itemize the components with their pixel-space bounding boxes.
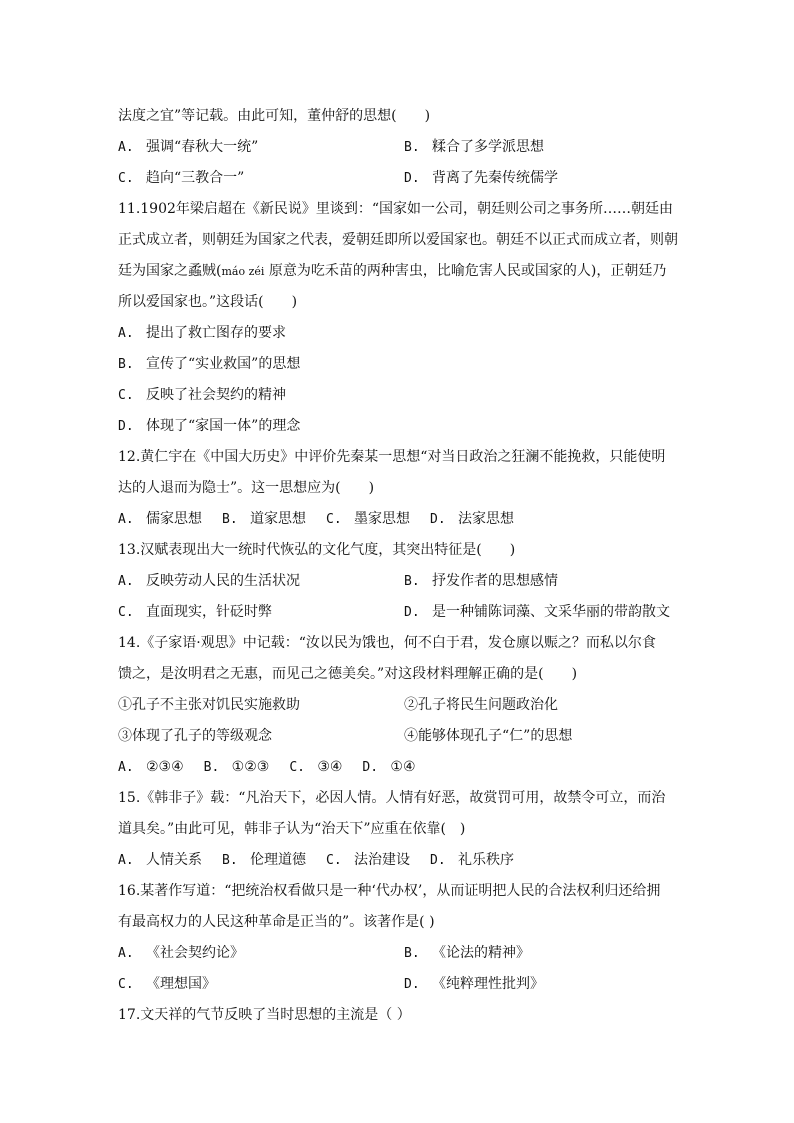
q13-option-a[interactable]: A. 反映劳动人民的生活状况 [118, 573, 300, 589]
q14-stem-line1: 14.《子家语·观思》中记载：“汝以民为饿也，何不白于君，发仓廪以赈之？而私以尔食 [118, 635, 656, 651]
q14-option-d[interactable]: D. ①④ [362, 759, 416, 775]
q16-option-a[interactable]: A. 《社会契约论》 [118, 945, 244, 961]
q11-option-d[interactable]: D. 体现了“家国一体”的理念 [118, 418, 301, 434]
q13-option-d[interactable]: D. 是一种铺陈词藻、文采华丽的带韵散文 [404, 604, 670, 620]
q13-stem-line1: 13.汉赋表现出大一统时代恢弘的文化气度，其突出特征是( ) [118, 542, 516, 558]
q16-stem-line2: 有最高权力的人民这种革命是正当的”。该著作是( ) [118, 914, 435, 930]
q10-option-d[interactable]: D. 背离了先秦传统儒学 [404, 170, 558, 186]
q14-option-a[interactable]: A. ②③④ [118, 759, 184, 775]
q10-options-row2 [118, 163, 678, 194]
q11-stem-line1: 11.1902年梁启超在《新民说》里谈到：“国家如一公司，朝廷则公司之事务所……朝廷由 [118, 201, 674, 217]
q12-option-d[interactable]: D. 法家思想 [430, 511, 514, 527]
q13-options-row1 [118, 566, 678, 597]
q14-item-3: ③体现了孔子的等级观念 [118, 728, 272, 744]
q14-item-4: ④能够体现孔子“仁”的思想 [404, 728, 573, 744]
q16-options-row2 [118, 969, 678, 1000]
q15-option-d[interactable]: D. 礼乐秩序 [430, 852, 514, 868]
q11-option-b[interactable]: B. 宣传了“实业救国”的思想 [118, 356, 301, 372]
q14-items-row2 [118, 721, 678, 752]
q14-options [118, 752, 678, 783]
q13-option-c[interactable]: C. 直面现实，针砭时弊 [118, 604, 272, 620]
q11-option-c[interactable]: C. 反映了社会契约的精神 [118, 387, 286, 403]
q13-option-b[interactable]: B. 抒发作者的思想感情 [404, 573, 558, 589]
q11-stem-line4: 所以爱国家也。”这段话( ) [118, 294, 298, 310]
q10-option-a[interactable]: A. 强调“春秋大一统” [118, 139, 259, 155]
q11-option-a[interactable]: A. 提出了救亡图存的要求 [118, 325, 286, 341]
q15-option-a[interactable]: A. 人情关系 [118, 852, 202, 868]
q10-option-c[interactable]: C. 趋向“三教合一” [118, 170, 245, 186]
q15-stem-line2: 道具矣。”由此可见，韩非子认为“治天下”应重在依靠( ) [118, 821, 466, 837]
q14-item-1: ①孔子不主张对饥民实施救助 [118, 697, 300, 713]
q16-stem-line1: 16.某著作写道：“把统治权看做只是一种‘代办权’，从而证明把人民的合法权利归还给拥 [118, 883, 661, 899]
q11-stem-line2: 正式成立者，则朝廷为国家之代表，爱朝廷即所以爱国家也。朝廷不以正式而成立者，则朝 [118, 232, 678, 248]
q12-stem-line2: 达的人退而为隐士”。这一思想应为( ) [118, 480, 375, 496]
q15-stem-line1: 15.《韩非子》载：“凡治天下，必因人情。人情有好恶，故赏罚可用，故禁令可立，而治 [118, 790, 666, 806]
q13-options-row2 [118, 597, 678, 628]
q14-option-c[interactable]: C. ③④ [289, 759, 343, 775]
q15-option-c[interactable]: C. 法治建设 [326, 852, 410, 868]
q15-option-b[interactable]: B. 伦理道德 [222, 852, 306, 868]
q11-stem-line3: 廷为国家之蟊贼(máo zéi 原意为吃禾苗的两种害虫，比喻危害人民或国家的人)，正朝廷乃 [118, 263, 667, 279]
q14-item-2: ②孔子将民生问题政治化 [404, 697, 558, 713]
q14-option-b[interactable]: B. ①②③ [203, 759, 270, 775]
q10-options-row1 [118, 132, 678, 163]
q12-stem-line1: 12.黄仁宇在《中国大历史》中评价先秦某一思想“对当日政治之狂澜不能挽救，只能使明 [118, 449, 666, 465]
q12-option-a[interactable]: A. 儒家思想 [118, 511, 202, 527]
q12-option-c[interactable]: C. 墨家思想 [326, 511, 410, 527]
q15-options [118, 845, 678, 876]
q14-items-row1 [118, 690, 678, 721]
q16-option-b[interactable]: B. 《论法的精神》 [404, 945, 530, 961]
pinyin-annotation: máo zéi [221, 265, 265, 278]
q10-stem-tail: 法度之宜”等记载。由此可知，董仲舒的思想( ) [118, 108, 431, 124]
q14-stem-line2: 馈之，是汝明君之无惠，而见己之德美矣。”对这段材料理解正确的是( ) [118, 666, 578, 682]
q12-option-b[interactable]: B. 道家思想 [222, 511, 306, 527]
q16-option-c[interactable]: C. 《理想国》 [118, 976, 216, 992]
q10-option-b[interactable]: B. 糅合了多学派思想 [404, 139, 544, 155]
q16-options-row1 [118, 938, 678, 969]
q16-option-d[interactable]: D. 《纯粹理性批判》 [404, 976, 544, 992]
q12-options [118, 504, 678, 535]
question-list [118, 101, 678, 1031]
q17-stem-line1: 17.文天祥的气节反映了当时思想的主流是（ ） [118, 1007, 411, 1023]
